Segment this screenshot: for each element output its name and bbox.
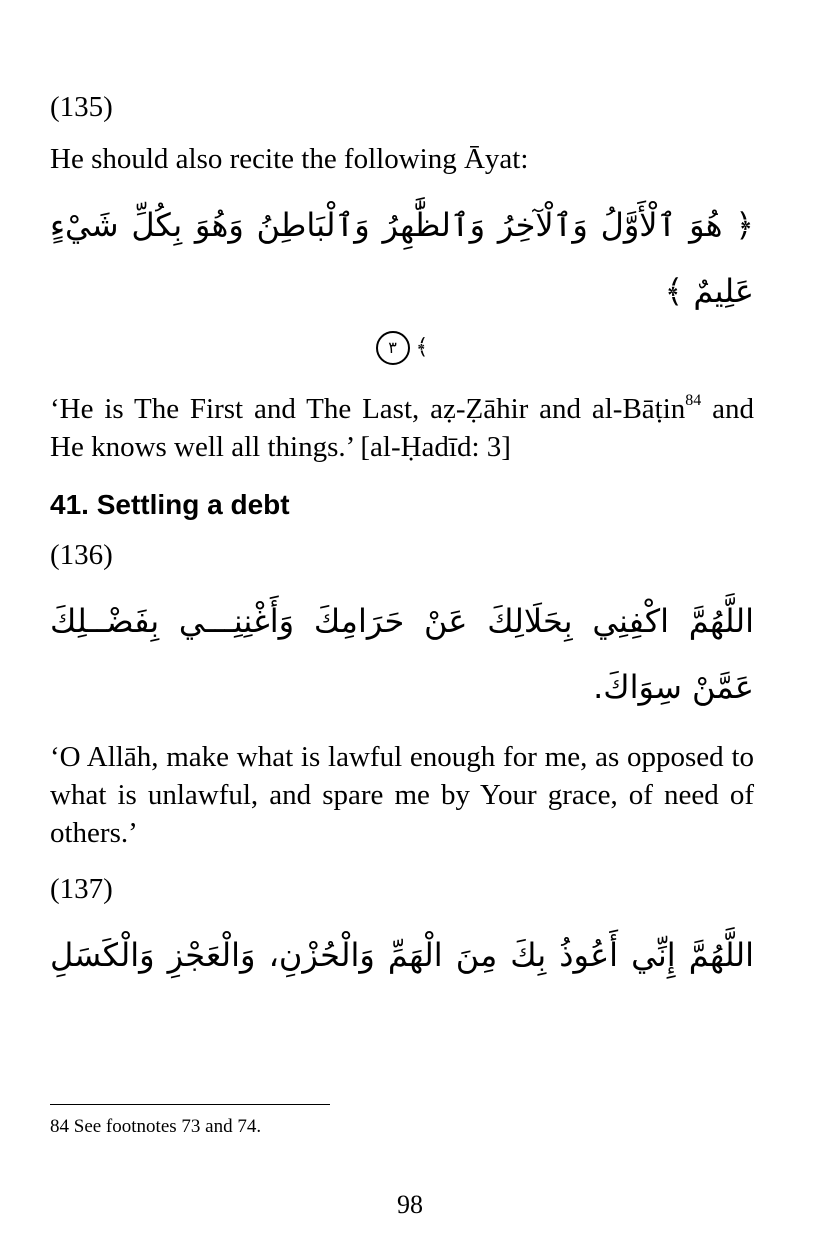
footnote-divider bbox=[50, 1104, 330, 1105]
page-content bbox=[50, 88, 754, 988]
dua-136-line-1: اللَّهُمَّ اكْفِنِي بِحَلَالِكَ عَنْ حَرَامِكَ وَأَغْنِنِـــي بِفَضْــلِكَ bbox=[50, 602, 754, 640]
item-number-136: (136) bbox=[50, 539, 113, 571]
footnote-reference: 84 bbox=[685, 392, 702, 409]
dua-136-translation: ‘O Allāh, make what is lawful enough for me, as opposed to what is unlawful, and spare me by Your grace, of need of others.’ bbox=[50, 741, 754, 849]
item-number-137: (137) bbox=[50, 873, 113, 905]
item-number-135: (135) bbox=[50, 91, 113, 123]
translation-part-1: ‘He is The First and The Last, aẓ-Ẓāhir and al-Bāṭin bbox=[50, 393, 686, 425]
section-heading: 41. Settling a debt bbox=[50, 489, 290, 520]
ayah-translation bbox=[50, 390, 754, 466]
page-number: 98 bbox=[397, 1190, 423, 1219]
ayah-number-circle: ٣ bbox=[376, 331, 410, 365]
ayah-end-marker bbox=[50, 328, 754, 368]
translation-part-2: and He knows well all things.’ [al-Ḥadīd: 3] bbox=[50, 393, 754, 463]
dua-136-line-2: عَمَّنْ سِوَاكَ. bbox=[593, 668, 754, 706]
quran-ayah-arabic: ﴿ هُوَ ٱلْأَوَّلُ وَٱلْآخِرُ وَٱلظَّٰهِرُ وَٱلْبَاطِنُ وَهُوَ بِكُلِّ شَيْءٍ عَلِيمٌ ﴾ bbox=[50, 206, 754, 310]
footnote-84: 84 See footnotes 73 and 74. bbox=[50, 1116, 262, 1137]
dua-137-line-1: اللَّهُمَّ إِنِّي أَعُوذُ بِكَ مِنَ الْهَمِّ وَالْحُزْنِ، وَالْعَجْزِ وَالْكَسَلِ bbox=[50, 936, 754, 974]
intro-text: He should also recite the following Āyat: bbox=[50, 143, 529, 175]
ayah-bracket: ﴾ bbox=[415, 335, 429, 360]
